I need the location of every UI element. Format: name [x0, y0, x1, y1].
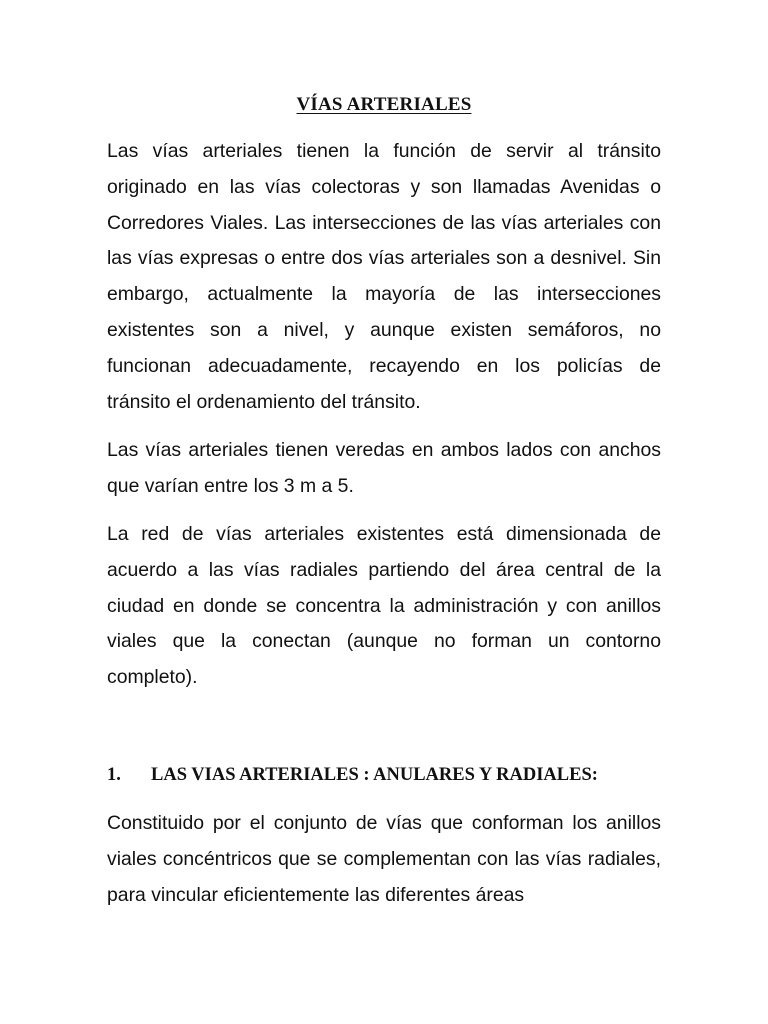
- paragraph-section-body: Constituido por el conjunto de vías que conforman los anillos viales concéntricos que se complementan con las vías radiales, para vincular eficientemente las diferentes áreas: [107, 812, 661, 906]
- paragraph-intro: Las vías arteriales tienen la función de servir al tránsito originado en las vías colectoras y son llamadas Avenidas o Corredores Viales. Las intersecciones de las vías arteriales con las vías expresas o entre dos vías arteriales son a desnivel. Sin embargo, actualmente la mayoría de las intersecciones existentes son a nivel, y aunque existen semáforos, no funcionan adecuadamente, recayendo en los policías de tránsito el ordenamiento del tránsito.: [107, 140, 661, 413]
- document-title: VÍAS ARTERIALES: [296, 94, 472, 115]
- paragraph-network: La red de vías arteriales existentes está dimensionada de acuerdo a las vías radiales partiendo del área central de la ciudad en donde se concentra la administración y con anillos viales que la conectan (aunque no forman un contorno completo).: [107, 523, 661, 689]
- section-heading: [107, 765, 667, 786]
- paragraph-sidewalks: Las vías arteriales tienen veredas en ambos lados con anchos que varían entre los 3 m a 5.: [107, 439, 661, 497]
- section-number: 1.: [107, 765, 121, 785]
- section-heading-text: LAS VIAS ARTERIALES : ANULARES Y RADIALES:: [151, 765, 598, 785]
